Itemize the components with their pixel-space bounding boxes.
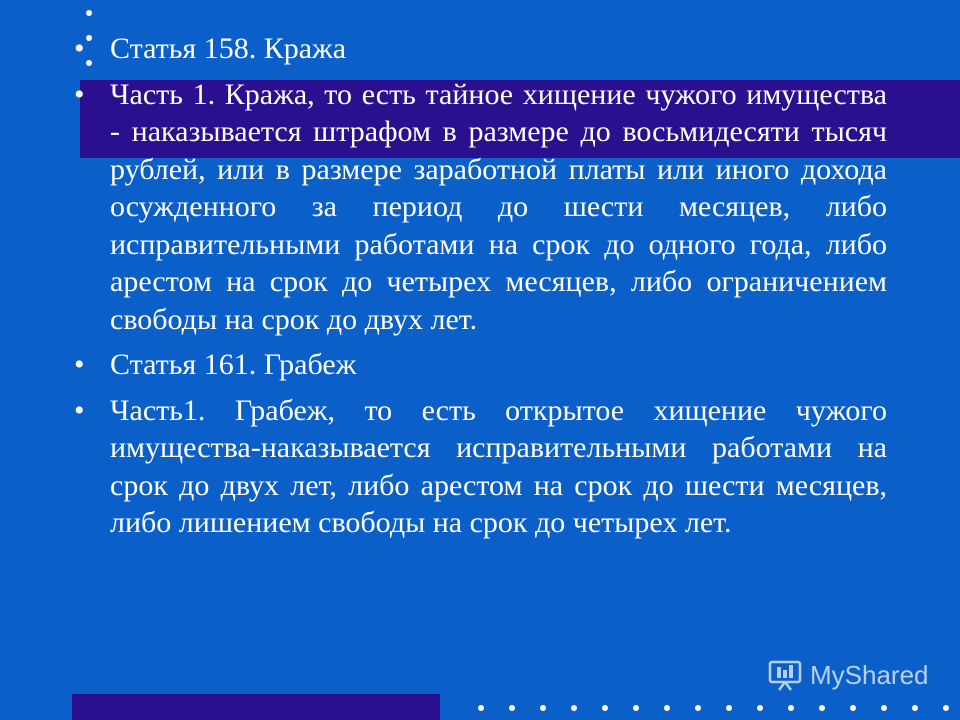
article-paragraph: Часть 1. Кража, то есть тайное хищение чужого имущества - наказывается штрафом в размере до восьмидесяти тысяч рублей, или в размере заработной платы или иного дохода осужденного за период до шести месяцев, либо исправительными работами на срок до одного года, либо арестом на срок до четырех месяцев, либо ограничением свободы на срок до двух лет. (110, 77, 887, 336)
bottom-accent-band (72, 694, 440, 720)
slide-body (72, 30, 887, 550)
list-item (72, 30, 887, 68)
article-paragraph: Часть1. Грабеж, то есть открытое хищение чужого имущества-наказывается исправительными работами на срок до двух лет, либо арестом на срок до шести месяцев, либо лишением свободы на срок до четырех лет. (110, 393, 887, 539)
bullet: • (74, 77, 85, 111)
bullet: • (74, 348, 85, 381)
article-title: Статья 161. Грабеж (110, 348, 357, 381)
decorative-dots-horizontal (478, 705, 949, 713)
article-title: Статья 158. Кража (110, 32, 347, 65)
list-item (72, 392, 887, 542)
watermark-text: MyShared (810, 659, 929, 690)
bullet: • (74, 393, 85, 427)
presentation-board-icon (768, 659, 802, 691)
list-item (72, 76, 887, 339)
bullet: • (74, 32, 85, 65)
watermark-logo (768, 657, 929, 693)
list-item (72, 346, 887, 384)
